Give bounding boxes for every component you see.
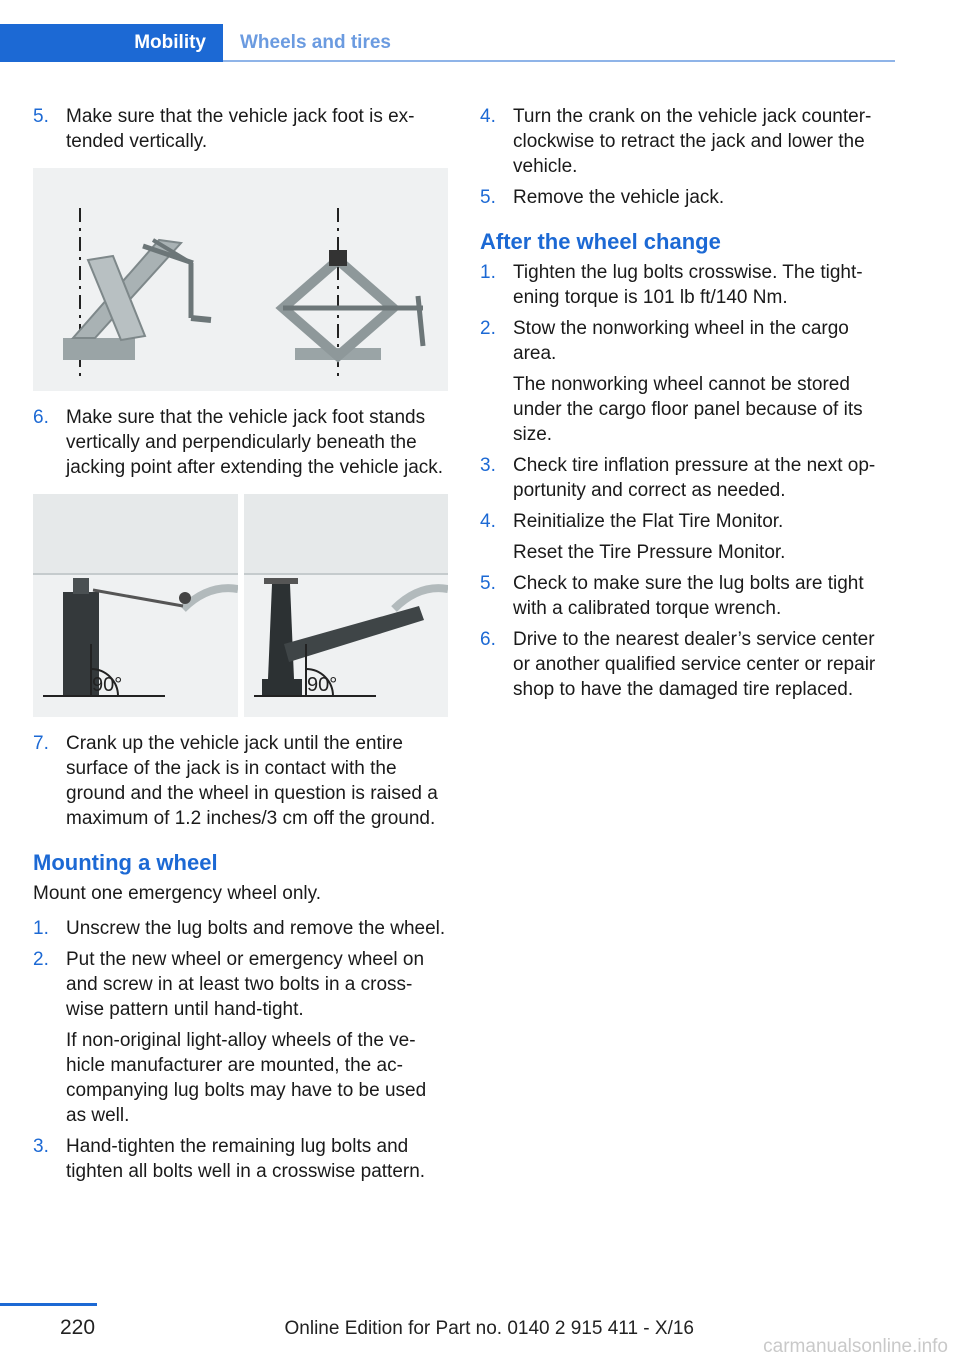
edition-label: Online Edition for Part no. 0140 2 915 411 - X/16 <box>284 1318 694 1339</box>
step-note: Reset the Tire Pressure Monitor. <box>513 542 786 563</box>
step-number: 2. <box>480 318 496 339</box>
step-text: Make sure that the vehicle jack foot stands vertically and perpendicularly beneath the jacking point after extending the vehicle jack. <box>66 407 444 478</box>
step-number: 5. <box>480 187 496 208</box>
step-text: Check tire inflation pressure at the next op‐portunity and correct as needed. <box>513 455 876 501</box>
step-number: 3. <box>480 455 496 476</box>
step-text: Crank up the vehicle jack until the entire surface of the jack is in contact with the ground and the wheel in question is raised a maximum of 1.2 inches/3 cm off the ground. <box>66 733 438 829</box>
step-number: 6. <box>480 629 496 650</box>
angle-label: 90° <box>307 674 338 696</box>
step-note: The nonworking wheel cannot be stored under the cargo floor panel because of its size. <box>513 374 863 445</box>
step-number: 1. <box>33 918 49 939</box>
list-item <box>480 627 895 702</box>
step-text: Remove the vehicle jack. <box>513 187 725 208</box>
angle-label: 90° <box>92 674 123 696</box>
figure-panel-right <box>244 494 448 717</box>
section-tab-wheels-and-tires[interactable]: Wheels and tires <box>240 32 391 53</box>
jack-perpendicular-figure <box>33 494 448 717</box>
list-item <box>480 104 895 179</box>
page-header <box>0 24 895 62</box>
mounting-intro: Mount one emergency wheel only. <box>33 883 321 904</box>
list-item <box>33 731 448 831</box>
header-divider <box>223 60 895 62</box>
list-item <box>480 316 895 447</box>
jack-foot-figure <box>33 168 448 391</box>
step-number: 1. <box>480 262 496 283</box>
step-number: 2. <box>33 949 49 970</box>
step-text: Reinitialize the Flat Tire Monitor. <box>513 511 784 532</box>
step-number: 4. <box>480 511 496 532</box>
right-column <box>480 104 895 708</box>
step-text: Stow the nonworking wheel in the cargo area. <box>513 318 849 364</box>
list-item <box>480 453 895 503</box>
watermark: carmanualsonline.info <box>763 1336 948 1357</box>
list-item <box>33 916 448 941</box>
list-item <box>33 1134 448 1184</box>
step-number: 3. <box>33 1136 49 1157</box>
step-text: Make sure that the vehicle jack foot is ex‐tended vertically. <box>66 106 415 152</box>
step-text: Hand-tighten the remaining lug bolts and tighten all bolts well in a crosswise pattern. <box>66 1136 426 1182</box>
step-text: Unscrew the lug bolts and remove the wheel. <box>66 918 446 939</box>
step-number: 7. <box>33 733 49 754</box>
mounting-heading: Mounting a wheel <box>33 850 218 875</box>
step-text: Put the new wheel or emergency wheel on and screw in at least two bolts in a cross‐wise pattern until hand-tight. <box>66 949 425 1020</box>
step-number: 6. <box>33 407 49 428</box>
after-change-heading: After the wheel change <box>480 229 721 254</box>
list-item <box>33 104 448 154</box>
page-number: 220 <box>60 1316 96 1339</box>
step-text: Turn the crank on the vehicle jack counter‐clockwise to retract the jack and lower the vehicle. <box>513 106 872 177</box>
footer-rule <box>0 1303 97 1306</box>
section-tab-mobility[interactable]: Mobility <box>0 24 223 62</box>
step-note: If non-original light-alloy wheels of the ve‐hicle manufacturer are mounted, the ac‐companying lug bolts may have to be used as well. <box>66 1030 427 1126</box>
step-text: Tighten the lug bolts crosswise. The tight‐ening torque is 101 lb ft/140 Nm. <box>513 262 863 308</box>
list-item <box>33 947 448 1128</box>
list-item <box>480 509 895 565</box>
step-text: Drive to the nearest dealer’s service center or another qualified service center or repair shop to have the damaged tire replaced. <box>513 629 876 700</box>
step-number: 4. <box>480 106 496 127</box>
list-item <box>33 405 448 480</box>
list-item <box>480 571 895 621</box>
list-item <box>480 260 895 310</box>
left-column <box>33 104 448 1190</box>
figure-panel-left <box>33 494 238 717</box>
list-item <box>480 185 895 210</box>
step-number: 5. <box>480 573 496 594</box>
step-text: Check to make sure the lug bolts are tight with a calibrated torque wrench. <box>513 573 864 619</box>
step-number: 5. <box>33 106 49 127</box>
